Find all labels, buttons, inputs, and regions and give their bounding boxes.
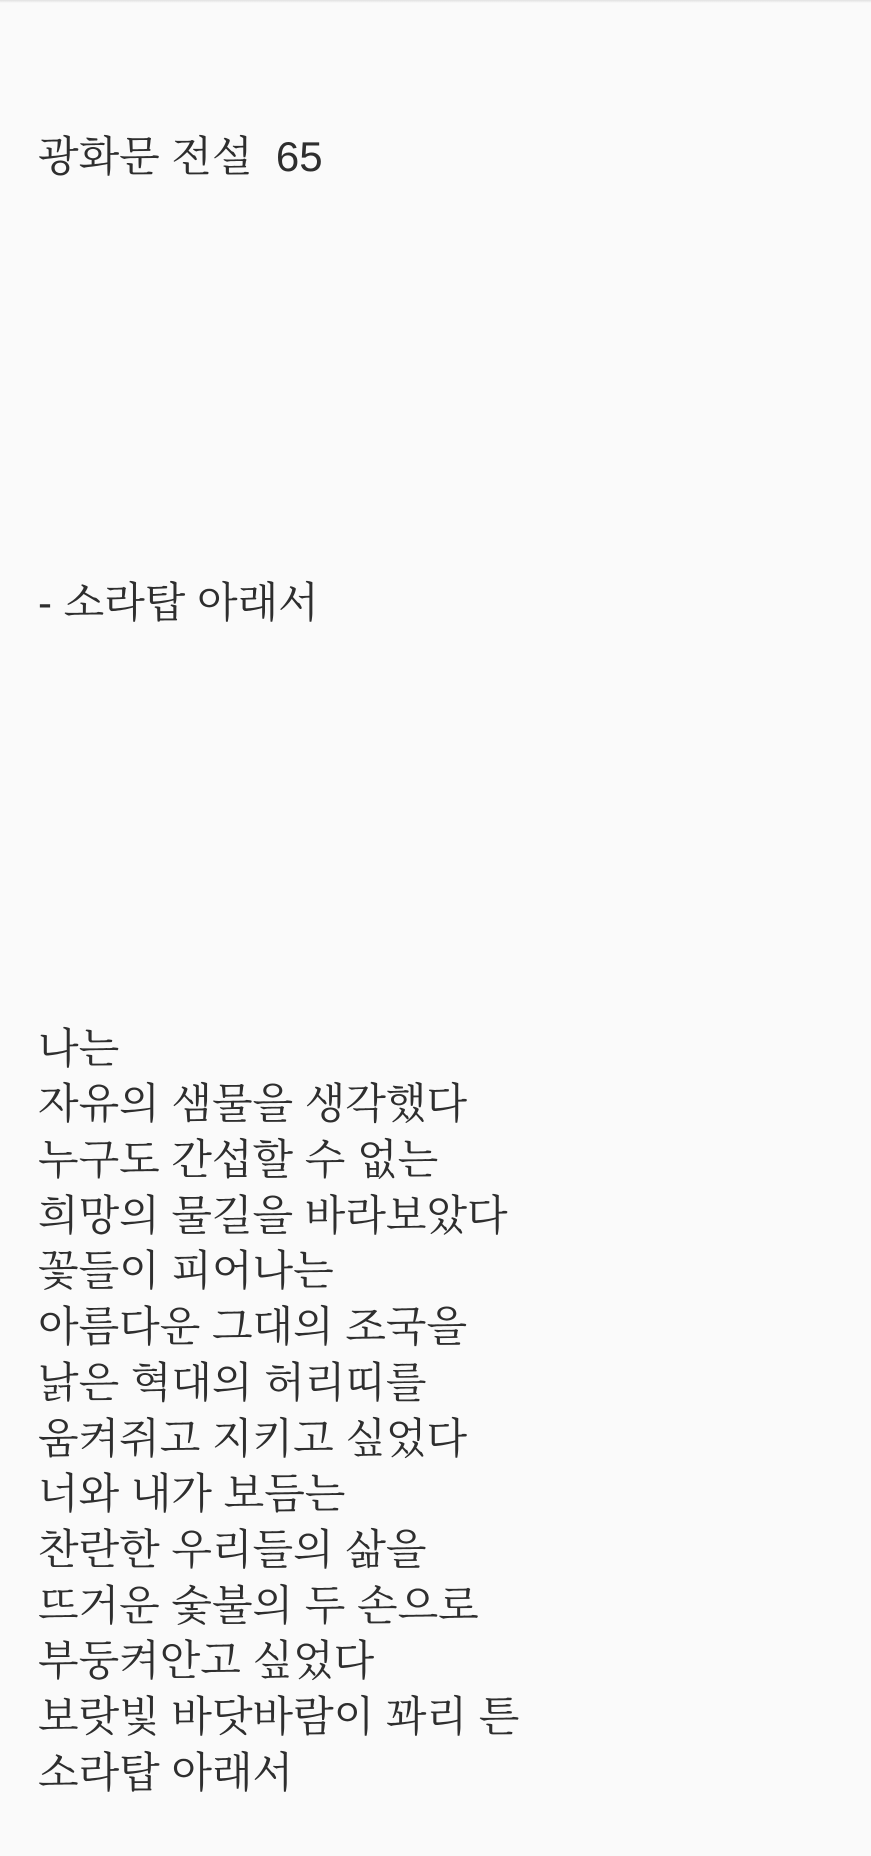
poem-line: 누구도 간섭할 수 없는: [38, 1136, 439, 1184]
poem-line: 자유의 샘물을 생각했다: [38, 1080, 468, 1128]
poem-line: 나는: [38, 1024, 120, 1072]
poem-line: 소라탑 아래서: [38, 1748, 294, 1796]
poem-body: [38, 1021, 851, 1801]
blank-line: [38, 798, 851, 854]
poem-line: 부둥켜안고 싶었다: [38, 1637, 375, 1685]
poem-line: 아름다운 그대의 조국을: [38, 1303, 468, 1351]
poem-line: 보랏빛 바닷바람이 꽈리 튼: [38, 1693, 520, 1741]
blank-line: [38, 352, 851, 408]
poem-line: 낡은 혁대의 허리띠를: [38, 1358, 427, 1406]
poem-line: 너와 내가 보듬는: [38, 1470, 346, 1518]
poem-line: 찬란한 우리들의 삶을: [38, 1525, 427, 1573]
poem-line: 희망의 물길을 바라보았다: [38, 1191, 508, 1239]
poem-title: 광화문 전설 65: [38, 133, 323, 181]
poem-line: 움켜쥐고 지키고 싶었다: [38, 1414, 468, 1462]
poem-line: 꽃들이 피어나는: [38, 1247, 334, 1295]
poem-subtitle: - 소라탑 아래서: [38, 579, 319, 627]
poem-line: 뜨거운 숯불의 두 손으로: [38, 1581, 479, 1629]
